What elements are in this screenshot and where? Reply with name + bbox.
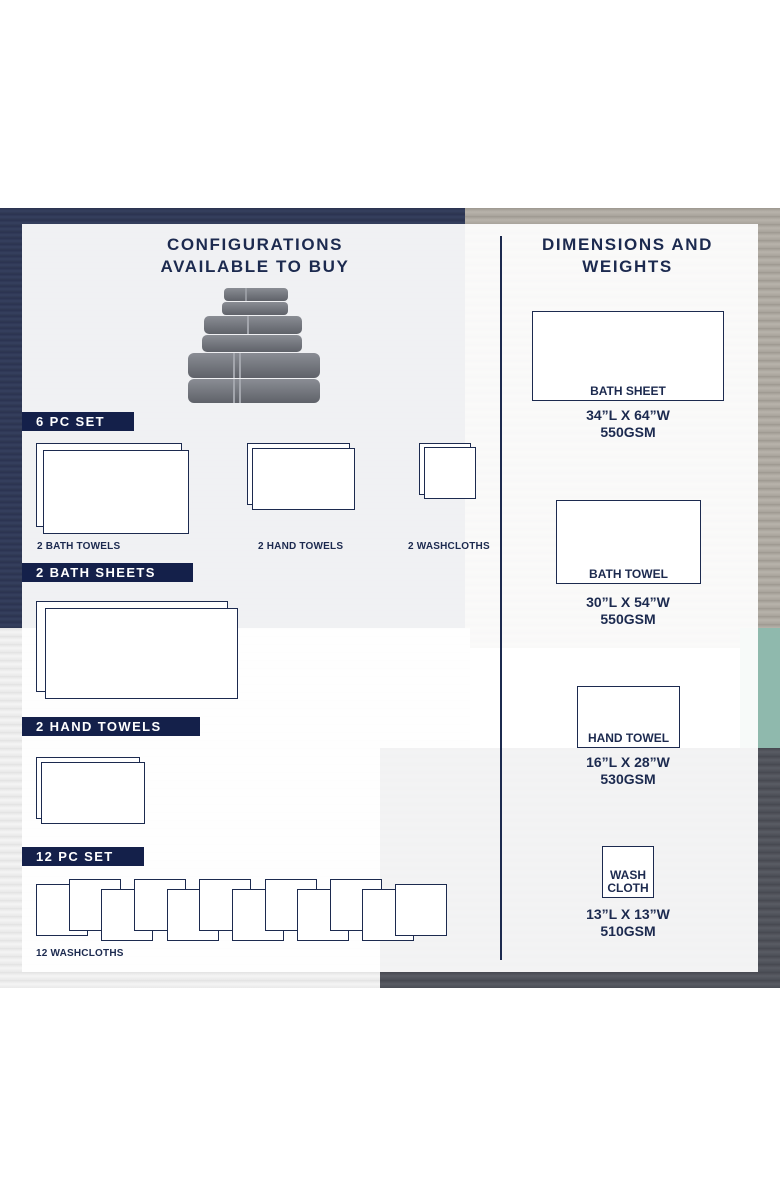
washcloth-label-line1: WASH (609, 868, 646, 882)
bath-sheet-specs (532, 407, 724, 441)
hand-towel-size: 16”L X 28”W (586, 754, 670, 770)
bath-sheet-diagram (532, 311, 724, 401)
six-pc-bath-towels-label: 2 BATH TOWELS (37, 541, 121, 552)
washcloth-outline-front (424, 447, 476, 499)
bath-sheet-label: BATH SHEET (590, 384, 666, 398)
hand-towel-set-outline-front (41, 762, 145, 824)
dimensions-heading-line2: WEIGHTS (582, 257, 673, 276)
twelve-pc-set-tag: 12 PC SET (22, 847, 144, 866)
hand-towel-outline-front (252, 448, 355, 510)
dimensions-heading (510, 234, 745, 278)
column-divider (500, 236, 502, 960)
washcloth-outline (395, 884, 447, 936)
bath-towel-specs (532, 594, 724, 628)
washcloth-weight: 510GSM (600, 923, 656, 939)
hand-towel-weight: 530GSM (600, 771, 656, 787)
washcloth-label (607, 869, 648, 897)
washcloth-specs (532, 906, 724, 940)
hand-towels-tag: 2 HAND TOWELS (22, 717, 200, 736)
bath-sheet-size: 34”L X 64”W (586, 407, 670, 423)
configurations-heading-line2: AVAILABLE TO BUY (160, 257, 350, 276)
washcloth-diagram (602, 846, 654, 898)
bath-towel-weight: 550GSM (600, 611, 656, 627)
bath-towel-size: 30”L X 54”W (586, 594, 670, 610)
hand-towel-label: HAND TOWEL (587, 731, 670, 745)
towel-stack-icon (186, 286, 322, 406)
hand-towel-specs (532, 754, 724, 788)
configurations-heading (110, 234, 400, 278)
six-pc-washcloths-label: 2 WASHCLOTHS (408, 541, 490, 552)
six-pc-hand-towels-label: 2 HAND TOWELS (258, 541, 344, 552)
washcloth-label-line2: CLOTH (607, 881, 649, 895)
washcloth-size: 13”L X 13”W (586, 906, 670, 922)
six-pc-set-tag: 6 PC SET (22, 412, 134, 431)
bath-sheet-weight: 550GSM (600, 424, 656, 440)
bath-sheets-tag: 2 BATH SHEETS (22, 563, 193, 582)
bath-towel-outline-front (43, 450, 189, 534)
bath-sheet-outline-front (45, 608, 238, 699)
hand-towel-diagram (577, 686, 680, 748)
bath-towel-label: BATH TOWEL (589, 567, 668, 581)
configurations-heading-line1: CONFIGURATIONS (166, 235, 344, 254)
twelve-washcloths-label: 12 WASHCLOTHS (36, 948, 124, 959)
bath-towel-diagram (556, 500, 701, 584)
dimensions-heading-line1: DIMENSIONS AND (541, 235, 713, 254)
